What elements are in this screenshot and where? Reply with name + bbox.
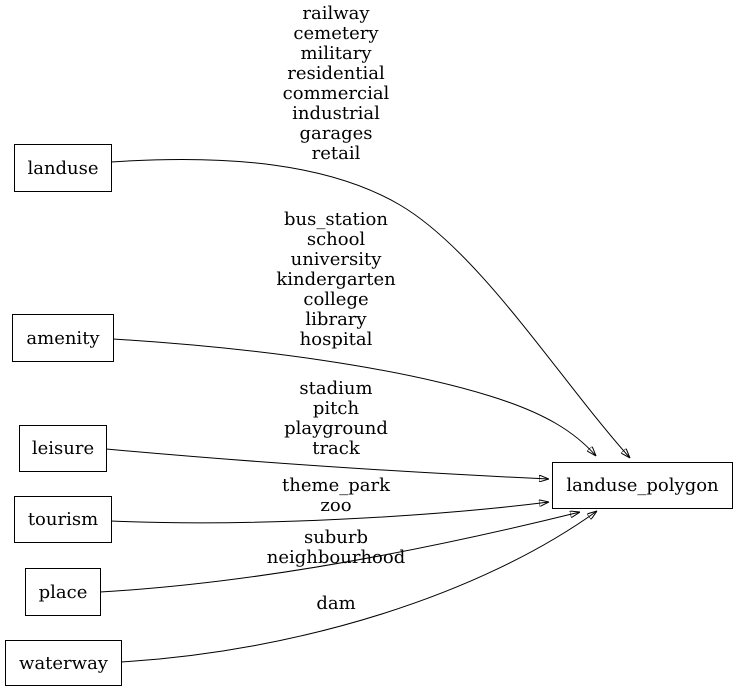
edge-label-line: kindergarten: [276, 269, 396, 290]
edge-label-line: suburb: [303, 527, 369, 548]
edge-label-line: neighbourhood: [266, 547, 406, 568]
edge-label-line: commercial: [282, 83, 390, 104]
node-amenity-label: amenity: [26, 327, 100, 349]
node-landuse-polygon-label: landuse_polygon: [566, 475, 719, 496]
edge-label-line: bus_station: [284, 209, 388, 230]
edge-label-line: library: [305, 309, 367, 330]
edge-label-line: industrial: [292, 103, 380, 124]
edge-label-line: theme_park: [282, 475, 390, 496]
edge-label-line: residential: [287, 63, 385, 84]
node-landuse-label: landuse: [27, 157, 99, 179]
edge-label-line: track: [312, 438, 360, 459]
edge-label-waterway-values: [316, 594, 355, 614]
node-amenity: [12, 314, 114, 362]
node-leisure-label: leisure: [31, 438, 95, 459]
node-tourism: [14, 496, 112, 543]
edge-label-line: retail: [311, 143, 361, 164]
node-place-label: place: [38, 581, 88, 603]
edge-label-line: university: [290, 249, 382, 270]
edge-label-line: zoo: [320, 495, 352, 516]
edge-label-line: hospital: [299, 329, 373, 350]
node-leisure: [19, 425, 107, 472]
edge-label-line: dam: [316, 593, 356, 614]
edge-label-line: pitch: [312, 398, 360, 419]
edge-label-line: playground: [284, 418, 388, 439]
node-waterway-label: waterway: [19, 652, 108, 674]
edge-label-leisure-values: [284, 379, 388, 459]
edge-label-line: cemetery: [293, 23, 379, 44]
node-tourism-label: tourism: [27, 509, 99, 530]
edge-label-line: military: [300, 43, 372, 64]
edge-label-landuse-values: [283, 4, 390, 164]
edge-label-line: college: [303, 289, 369, 310]
edge-label-line: stadium: [299, 378, 373, 399]
edge-label-line: school: [306, 229, 366, 250]
edge-label-tourism-values: [282, 476, 390, 516]
edge-label-line: railway: [302, 3, 370, 24]
edge-label-amenity-values: [276, 210, 395, 350]
node-landuse: [14, 144, 112, 192]
edge-label-place-values: [267, 528, 405, 568]
node-place: [25, 568, 101, 616]
edge-label-line: garages: [299, 123, 373, 144]
node-landuse-polygon: [552, 462, 733, 509]
node-waterway: [5, 640, 122, 686]
